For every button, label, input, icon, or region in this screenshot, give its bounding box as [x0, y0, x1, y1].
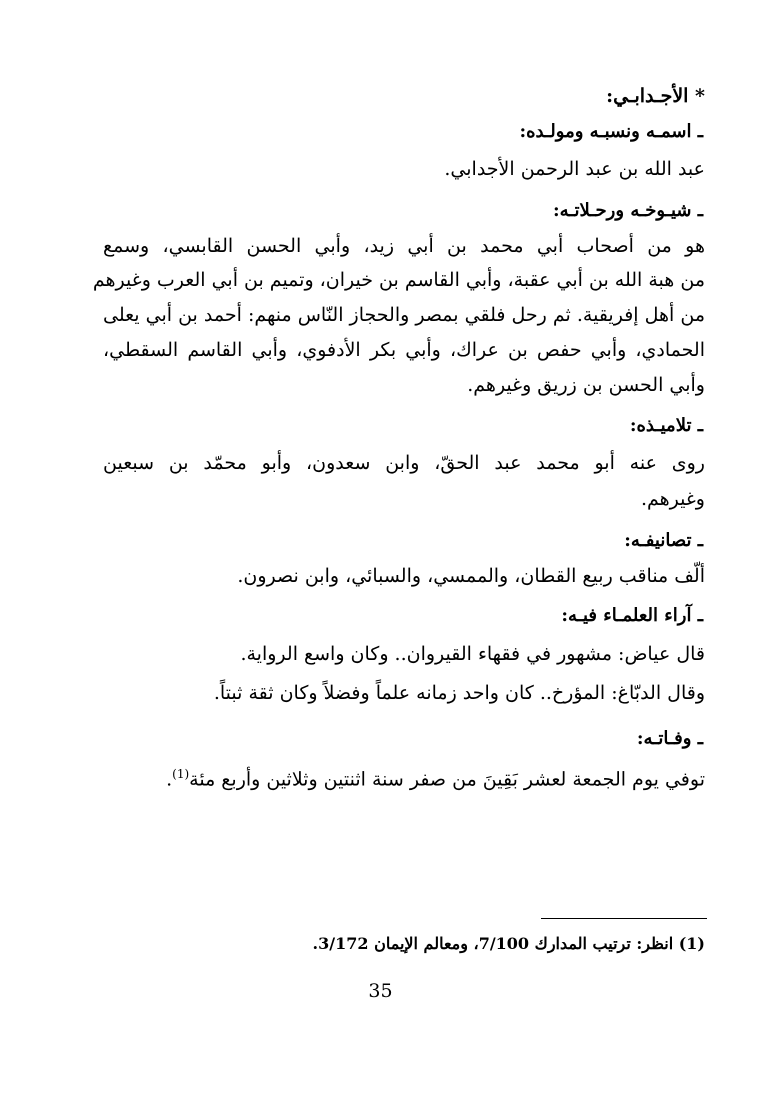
- students-heading: ـ تلاميـذه:: [629, 415, 703, 436]
- opinions-heading: ـ آراء العلمـاء فيـه:: [561, 605, 703, 626]
- teachers-line-1: هو من أصحاب أبي محمد بن أبي زيد، وأبي الحسن القابسي، وسمع: [103, 235, 705, 257]
- page-number: 35: [368, 980, 393, 1002]
- death-heading: ـ وفـاتـه:: [636, 728, 703, 749]
- opinions-line-2: وقال الدبّاغ: المؤرخ.. كان واحد زمانه علماً وفضلاً وكان ثقة ثبتاً.: [213, 682, 705, 704]
- death-text-end: .: [166, 768, 173, 791]
- opinions-line-1: قال عياض: مشهور في فقهاء القيروان.. وكان واسع الرواية.: [240, 643, 705, 665]
- works-heading: ـ تصانيفـه:: [624, 530, 703, 551]
- entry-title: * الأجـدابـي:: [606, 85, 705, 107]
- teachers-line-3: من أهل إفريقية. ثم رحل فلقي بمصر والحجاز النّاس منهم: أحمد بن أبي يعلى: [103, 304, 705, 326]
- teachers-line-2: من هبة الله بن أبي عقبة، وأبي القاسم بن خيران، وتميم بن أبي العرب وغيرهم: [92, 269, 705, 291]
- footnote: (1) انظر: ترتيب المدارك 7/100، ومعالم الإيمان 3/172.: [312, 934, 705, 953]
- death-text-body: توفي يوم الجمعة لعشر بَقِينَ من صفر سنة اثنتين وثلاثين وأربع مئة: [189, 768, 705, 791]
- death-text: [166, 760, 705, 793]
- students-line-2: وغيرهم.: [640, 488, 705, 510]
- teachers-line-5: وأبي الحسن بن زريق وغيرهم.: [467, 374, 705, 396]
- name-heading: ـ اسمـه ونسبـه ومولـده:: [519, 121, 703, 142]
- teachers-heading: ـ شيـوخـه ورحـلاتـه:: [552, 200, 703, 221]
- students-line-1: روى عنه أبو محمد عبد الحقّ، وابن سعدون، وأبو محمّد بن سبعين: [103, 452, 705, 474]
- works-text: ألّف مناقب ربيع القطان، والممسي، والسبائي، وابن نصرون.: [237, 565, 705, 587]
- footnote-separator: [541, 918, 707, 919]
- teachers-line-4: الحمادي، وأبي حفص بن عراك، وأبي بكر الأدفوي، وأبي القاسم السقطي،: [103, 339, 705, 361]
- name-text: عبد الله بن عبد الرحمن الأجدابي.: [444, 158, 705, 180]
- footnote-reference[interactable]: (1): [172, 767, 190, 781]
